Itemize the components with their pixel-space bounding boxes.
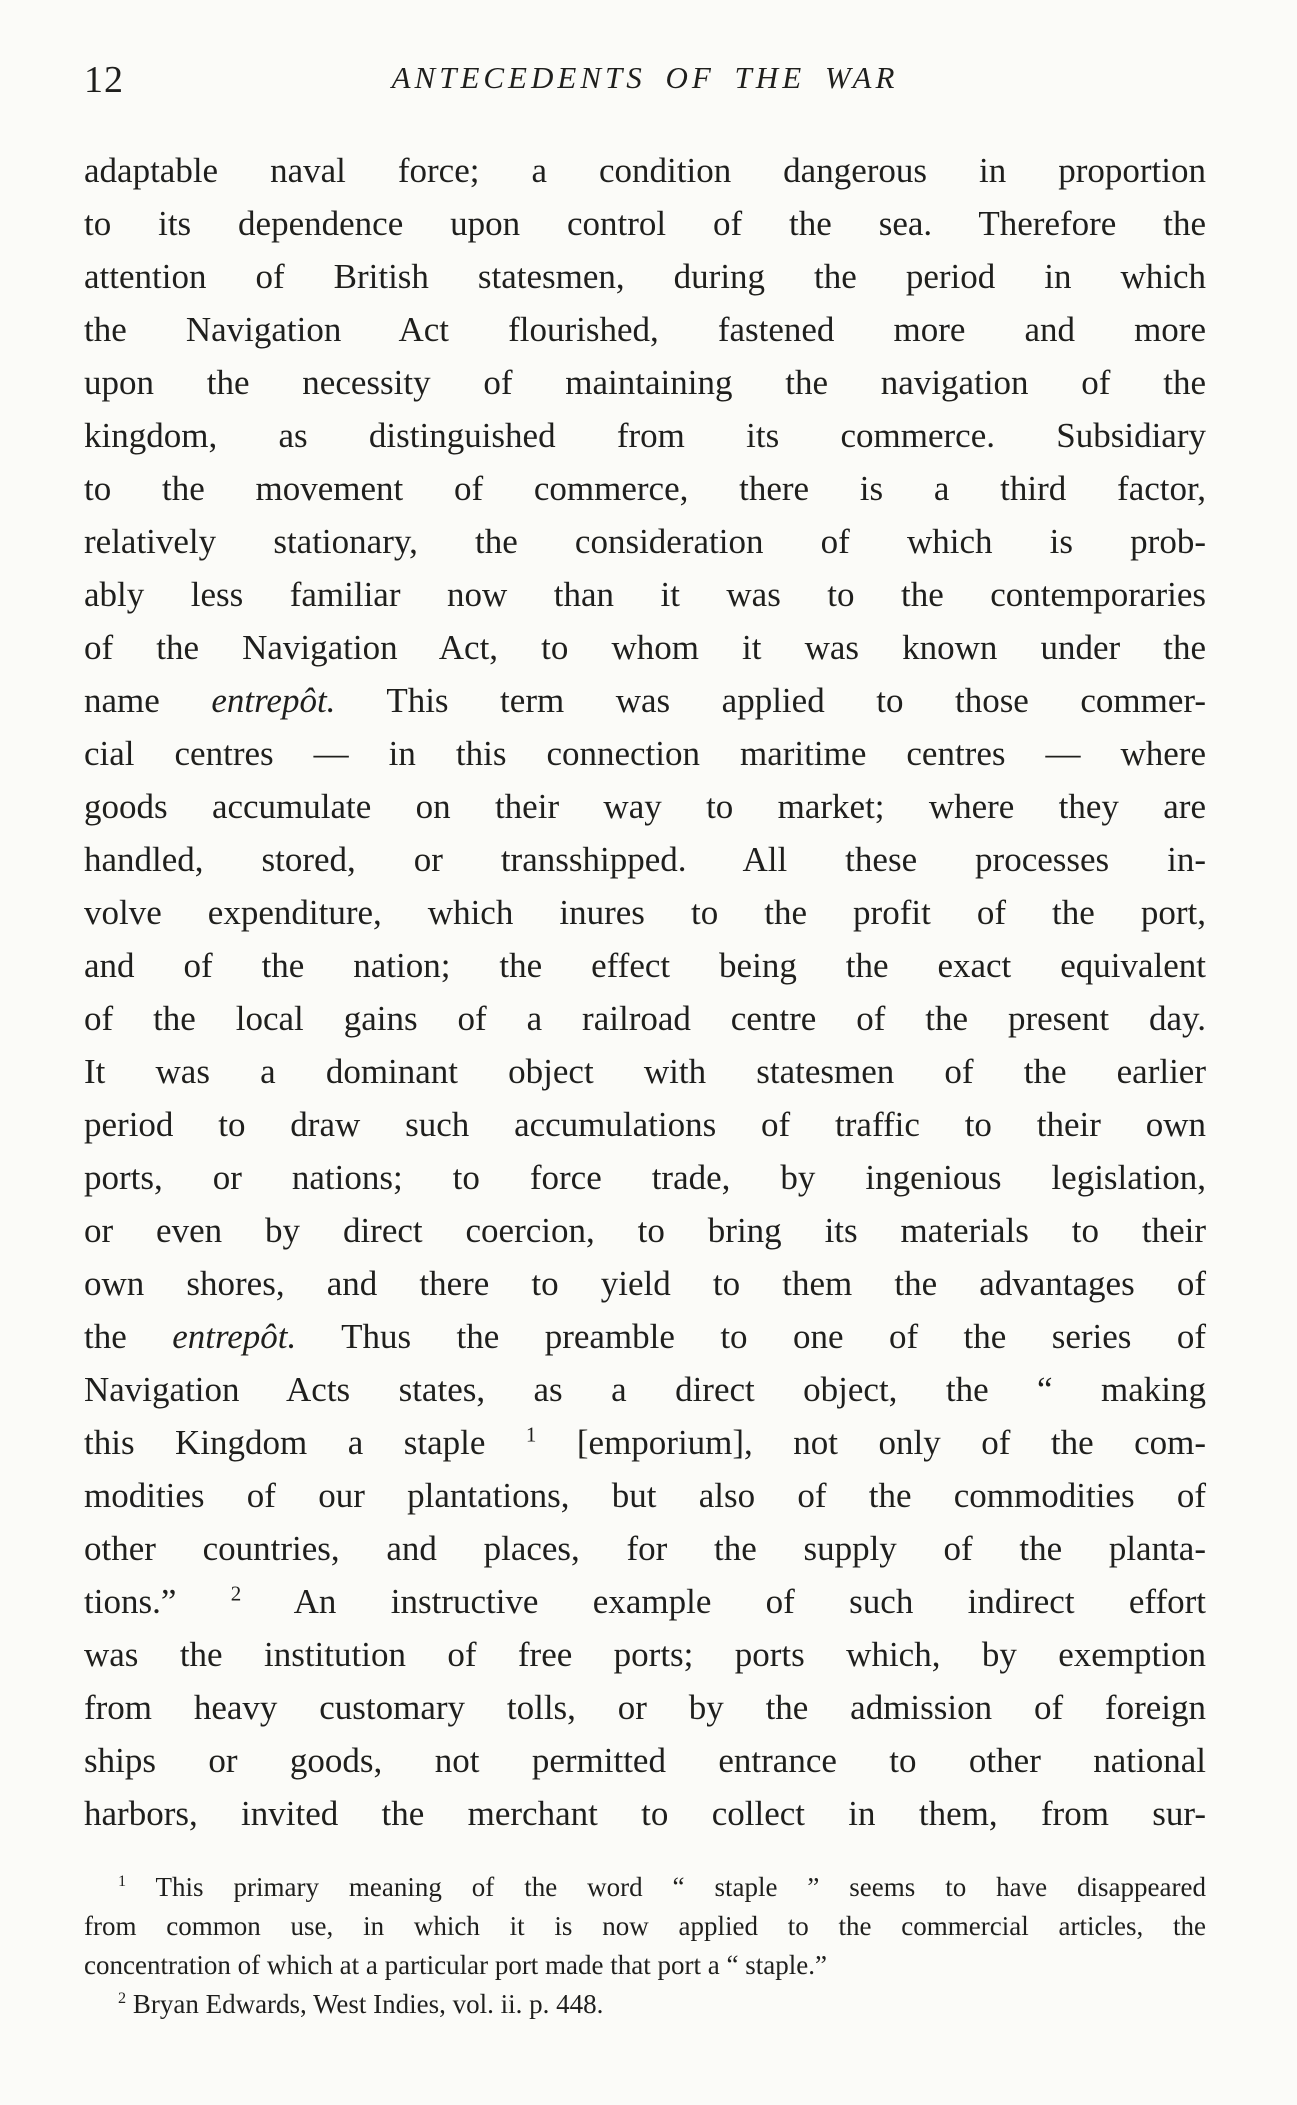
- body-text: [84, 144, 1206, 1840]
- text-line: was the institution of free ports; ports which, by exemption: [84, 1635, 1206, 1674]
- text-line: and of the nation; the effect being the exact equivalent: [84, 946, 1206, 985]
- text-line: cial centres — in this connection maritime centres — where: [84, 734, 1206, 773]
- text-line: harbors, invited the merchant to collect in them, from sur-: [84, 1794, 1206, 1833]
- text-line: concentration of which at a particular port made that port a “ staple.”: [84, 1950, 827, 1980]
- text-line: from heavy customary tolls, or by the admission of foreign: [84, 1688, 1206, 1727]
- text-line: relatively stationary, the consideration of which is prob-: [84, 522, 1206, 561]
- text-line: Navigation Acts states, as a direct object, the “ making: [84, 1370, 1206, 1409]
- text-line: name entrepôt. This term was applied to those commer-: [84, 681, 1206, 720]
- text-line: It was a dominant object with statesmen of the earlier: [84, 1052, 1206, 1091]
- running-title: ANTECEDENTS OF THE WAR: [391, 60, 899, 95]
- text-line: to its dependence upon control of the sea. Therefore the: [84, 204, 1206, 243]
- text-line: from common use, in which it is now applied to the commercial articles, the: [84, 1911, 1206, 1941]
- text-line: $^1$ This primary meaning of the word “ staple ” seems to have disappeared: [118, 1872, 1206, 1902]
- text-line: ports, or nations; to force trade, by ingenious legislation,: [84, 1158, 1206, 1197]
- text-line: period to draw such accumulations of traffic to their own: [84, 1105, 1206, 1144]
- text-line: adaptable naval force; a condition dangerous in proportion: [84, 151, 1206, 190]
- page-content: [84, 52, 1206, 2024]
- text-line: of the local gains of a railroad centre of the present day.: [84, 999, 1206, 1038]
- text-line: the entrepôt. Thus the preamble to one of the series of: [84, 1317, 1206, 1356]
- text-line: $^2$ Bryan Edwards, West Indies, vol. ii. p. 448.: [118, 1989, 604, 2019]
- text-line: upon the necessity of maintaining the navigation of the: [84, 363, 1206, 402]
- running-header: [84, 52, 1206, 116]
- text-line: handled, stored, or transshipped. All these processes in-: [84, 840, 1206, 879]
- text-line: to the movement of commerce, there is a third factor,: [84, 469, 1206, 508]
- text-line: ships or goods, not permitted entrance to other national: [84, 1741, 1206, 1780]
- text-line: goods accumulate on their way to market; where they are: [84, 787, 1206, 826]
- text-line: tions.” $^2$ An instructive example of such indirect effort: [84, 1581, 1206, 1621]
- text-line: or even by direct coercion, to bring its materials to their: [84, 1211, 1206, 1250]
- text-line: the Navigation Act flourished, fastened more and more: [84, 310, 1206, 349]
- text-line: this Kingdom a staple $^1$ [emporium], not only of the com-: [84, 1422, 1207, 1462]
- text-line: volve expenditure, which inures to the profit of the port,: [84, 893, 1206, 932]
- footnotes: [84, 1868, 1206, 2024]
- text-line: kingdom, as distinguished from its commerce. Subsidiary: [84, 416, 1206, 455]
- text-line: attention of British statesmen, during the period in which: [84, 257, 1206, 296]
- page-number: 12: [84, 59, 124, 101]
- text-line: modities of our plantations, but also of the commodities of: [84, 1476, 1206, 1515]
- text-line: ably less familiar now than it was to the contemporaries: [84, 575, 1206, 614]
- text-line: other countries, and places, for the supply of the planta-: [84, 1529, 1206, 1568]
- text-line: own shores, and there to yield to them the advantages of: [84, 1264, 1206, 1303]
- text-line: of the Navigation Act, to whom it was known under the: [84, 628, 1206, 667]
